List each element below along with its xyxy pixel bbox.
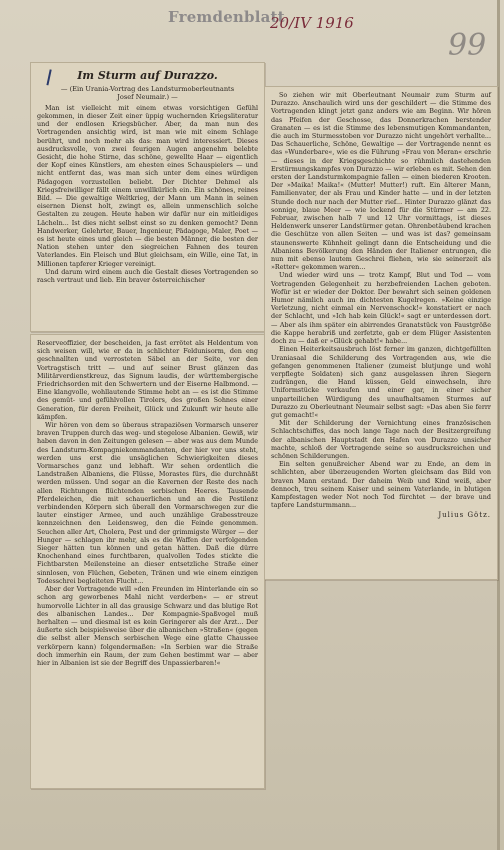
clipping-column-a xyxy=(30,62,265,332)
paragraph: Wir hören von dem so überaus strapaziösen Vormarsch unserer braven Truppen durch das weg- und stegelose Albanien. Gewiß, wir haben davon in den Zeitungen gelesen — aber was aus dem Munde des Landsturm-Kompagniekommandanten, der hier vor uns steht, werden uns erst die unsäglichen Schwierigkeiten dieses Vormarsches ganz und lebhaft. Wir sehen ordentlich die Landstraßen Albaniens, die Flüsse, Morastes fürs, die durchnäßt werden müssen. Und sogar an die Kavernen der Reste des nach allen Richtungen flüchtenden serbischen Heeres. Tausende Pferdeleichen, die mit schauerlichen und an die Pestilenz verbindenden Körpern sich überall den Vormarschwegen zur die lauter einstiger Armee, und auch unzählige Grabesstreuze kennzeichnen den Leidensweg, den die Feinde genommen. Seuchen aller Art, Cholera, Pest und der grimmigste Würger — der Hunger — schlagen ihr mehr, als es die Waffen der verfolgenden Sieger hätten tun können und getan hätten. Daß die dürre Knochenhand eines furchtbaren, qualvollen Todes stickte die Fichtbarsten Meilensteine an dieser entsetzliche Straße einer sinnlosen, von Flüchen, Gebeten, Tränen und wie einem einzigen Todesschrei begleiteten Flucht... xyxy=(37,421,258,585)
paragraph: Reserveoffizier, der bescheiden, ja fast errötet als Heldentum von sich weisen will, wie er da in schlichter Feldunisorm, den eng geschnallten und verrosteten Säbel an der Seite, vor den Vortragstisch tritt — und auf seiner Brust glänzen das Militärverdienstkreuz, das Signum laudis, der württembergische Friedrichsorden mit den Schwertern und der Eiserne Halbmond. — Eine klangvolle, wohllautende Stimme hebt an — es ist die Stimme des gemüt- und gefühlvollen Tirolers, des großen Sohnes einer Generation, für deren Freiheit, Glück und Zukunft wir heute alle kämpfen. xyxy=(37,339,258,421)
paragraph: Ein selten genußreicher Abend war zu Ende, an dem in schlichten, aber überzeugenden Worten gleichsam das Bild von braven Mann erstand. Der daheim Weib und Kind weiß, aber dennoch, treu seinem Kaiser und seinem Vaterlande, in blutigen Kampfestagen weder Not noch Tod fürchtet — der brave und tapfere Landsturmmann... xyxy=(271,460,491,510)
paragraph: Mit der Schilderung der Vernichtung eines französischen Schlachtschiffes, das noch lange Tage nach der Besitzergreifung der albanischen Hauptstadt den Hafen von Durazzo unsicher machte, schloß der Vortragende seine so ausdrucksreichen und schönen Schilderungen. xyxy=(271,419,491,460)
paragraph: Und darum wird einem auch die Gestalt dieses Vortragenden so rasch vertraut und lieb. Ein braver österreichischer xyxy=(37,267,258,285)
paragraph: Aber der Vortragende will »den Freunden im Hinterlande ein so schon arg geworbenes Mahl nicht verderben« — er streut humorvolle Lichter in all das grausige Schwarz und das blutige Rot des albanischen Landes... Der Kompagnie-Spaßvogel muß herhalten — und diesmal ist es kein Geringerer als der Arzt... Der äußerte sich beispielsweise über die albanischen »Straßen« (gegen die selbst aller Mensch serbischen Wege eine glatte Chaussee verkörpern kann) folgendermaßen: »In Serbien war die Straße doch immerhin ein Raum, der zum Gehen bestimmt war — aber hier in Albanien ist sie der Begriff des Unpassierbaren!« xyxy=(37,585,258,667)
clipping-column-c xyxy=(264,86,498,580)
paragraph: Und wieder wird uns — trotz Kampf, Blut und Tod — vom Vortragenden Gelegenheit zu herzbefreienden Lachen geboten. Wofür ist er wieder der Doktor. Der bewahrt sich seinen goldenen Humor nämlich auch im dichtesten Kugelregen. »Keine einzige Verletzung, nicht einmal ein Nervenschock!« konstatiert er nach der Schlacht, und »Ich hab kein Glück!« sagt er unterdessen dort. — Aber als ihm später ein abirrendes Granatstück von Faustgröße die Kappe herabriß und zerfetzte, gab er dem Flüger Assistenten doch zu — daß er »Glück gehabt!« habe... xyxy=(271,271,491,346)
paragraph: Man ist vielleicht mit einem etwas vorsichtigen Gefühl gekommen, in dieser Zeit einer üppig wuchernden Kriegsliteratur und der endlosen Kriegsbücher. Aber, da man nun des Vortragenden ansichtig wird, ist man wie mit einem Schlage berührt, und noch mehr als das: man wird interessiert. Dieses ausdrucksvolle, von zwei feurigen Augen angenehm belebte Gesicht, die hohe Stirne, das schöne, gewellte Haar — eigentlich der Kopf eines Künstlers, am ehesten eines Schauspielers — und nicht entfernt das, was man sich unter dem eines würdigen Pädagogen vorzustellen beliebt. Der Dichter Dehmel als Kriegsfreiwilliger fällt einem unwillkürlich ein. Ein schönes, reines Bild. — Die gewaltige Weltkrieg, der Mann um Mann in seinen eisernen Dienst holt, zwingt es, allein unmenschlich solche Gestalten zu zeugen. Heute haben wir dafür nur ein mitleidiges Lächeln... Ist dies nicht selbst einst so zu denken gemocht? Denn Handwerker, Gelehrter, Bauer, Ingenieur, Pädagoge, Maler, Poet — es ist heute eines und gleich — die besten Männer, die besten der Nation stehen unter den siegreichen Fahnen des teuren Vaterlandes. Ein Fleisch und Blut gleichsam, ein Wille, eine Tat, in Millionen tapferer Krieger vereinigt. xyxy=(37,103,258,268)
article-title: Im Sturm auf Durazzo. xyxy=(77,69,218,82)
clipping-column-b xyxy=(30,334,265,789)
handwritten-page-number: 99 xyxy=(448,28,487,63)
handwritten-date: 20/IV 1916 xyxy=(270,14,354,32)
paragraph: Einen Heiterkeitsausbruch löst ferner im ganzen, dichtgefüllten Uraniasaal die Schilderung des Vortragenden aus, wie die gefangen genommenen Italiener (zumeist blutjunge und wohl verpflegte Soldaten) sich ganz ausgelassen ihren Siegern zudrängen, die Hand küssen, Geld einwechseln, ihre Uniformstücke verkaufen und einer gar, in einer sicher unparteilichen Würdigung des unaufhaltsamen Sturmes auf Durazzo zu Oberleutnant Neumair selbst sagt: »Das aben Sie ferrr gut gemacht!« xyxy=(271,345,491,419)
article-byline: Josef Neumair.) — xyxy=(117,93,178,102)
article-subtitle: — (Ein Urania-Vortrag des Landsturmoberleutnants xyxy=(60,85,235,93)
paragraph: So ziehen wir mit Oberleutnant Neumair zum Sturm auf Durazzo. Anschaulich wird uns der geschildert — die Stimme des Vortragenden klingt jetzt ganz anders wie am Beginn. Wir hören das Pfeifen der Geschosse, das Donnerkrachen berstender Granaten — es ist die Stimme des lebensmutigen Kommandanten, die auch im Sturmesstoben vor Durazzo nicht ungehört verhallte... Das Schauerliche, Schöne, Gewaltige — der Vortragende nennt es das »Wunderbare«, wie es die Führung »Frau von Meran« erschrie — dieses in der Kriegsgeschichte so rühmlich dastehenden Erstürmungskampfes von Durazzo — wir erleben es mit. Sehen den ersten der Landsturmkompagnie fallen — einen biederen Krooten. Der »Maika! Maika!« (Mutter! Mutter!) ruft. Ein älterer Mann, Familienvater, der als Frau und Kinder hatte — und in der letzten Stunde doch nur nach der Mutter rief... Hinter Durazzo glänzt das sonnige, blaue Meer — wie lockend für die Stürmer — am 22. Februar, zwischen halb 7 und 12 Uhr vormittags, ist dieses Heldenwerk unserer Landstürmer getan. Ohrenbetäubend krachen die Geschütze von allen Seiten — und was ist das? gemeinsam staunenswerte Kühnheit gelingt dann die Entscheidung und die Albaniens Bevölkerung den Händen der Italiener entrungen, die nun mit ebenso lautem Geschrei fliehen, wie sie seinerzeit als »Retter« gekommen waren... xyxy=(271,91,491,272)
newspaper-name: Fremdenblatt xyxy=(168,8,285,26)
author-signature: Julius Götz. xyxy=(438,511,491,520)
